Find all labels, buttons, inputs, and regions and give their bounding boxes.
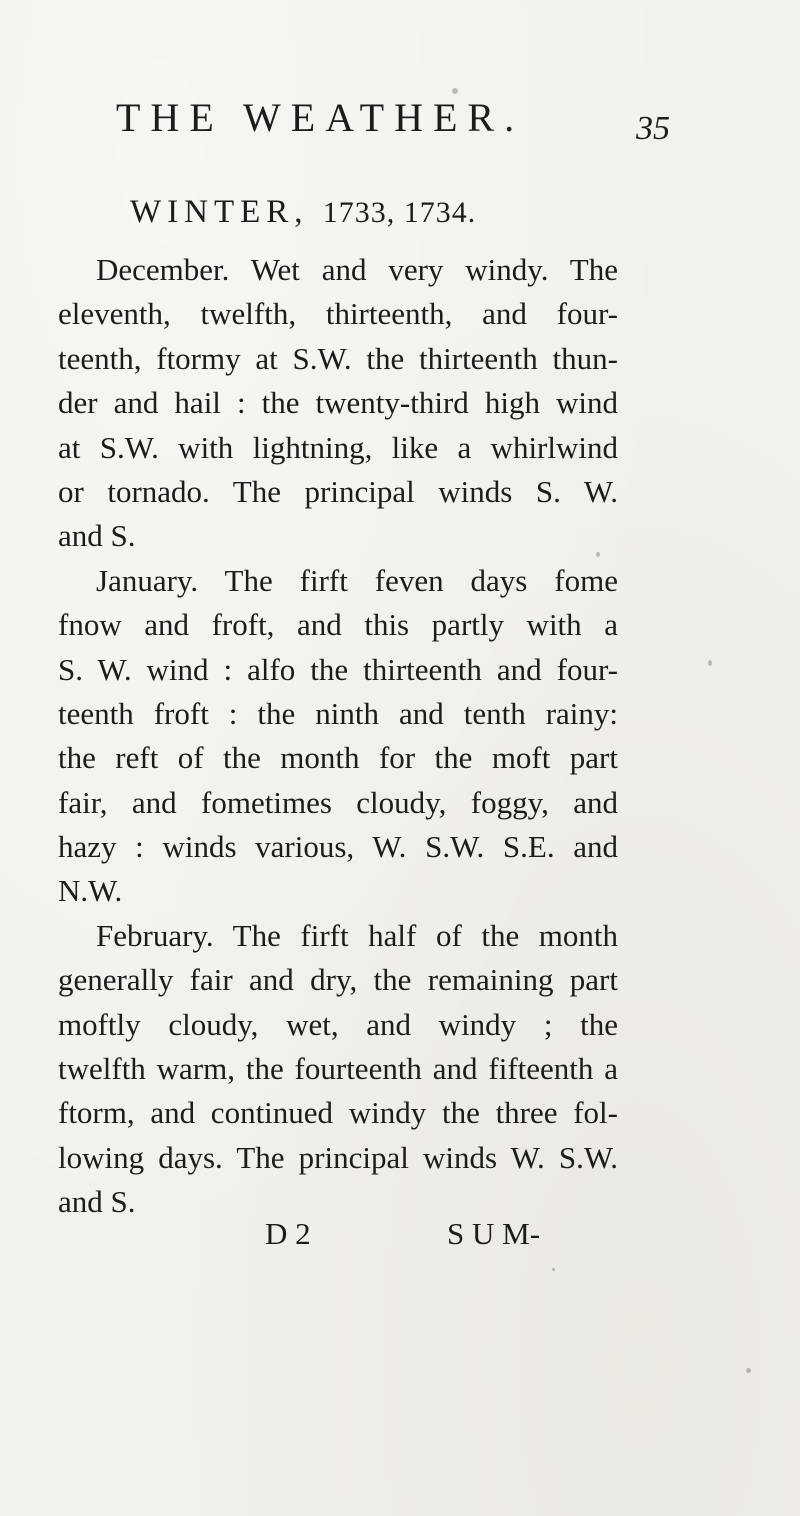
paper-speck — [452, 88, 458, 94]
section-title: WINTER, — [130, 194, 309, 230]
text-line: and S. — [58, 1184, 136, 1220]
text-line: at S.W. with lightning, like a whirlwind — [58, 429, 618, 465]
text-line: hazy : winds various, W. S.W. S.E. and — [58, 829, 618, 865]
body-text — [58, 248, 618, 1225]
text-line: N.W. — [58, 873, 123, 909]
running-head: THE WEATHER. — [116, 95, 525, 140]
signature-mark: D 2 — [265, 1216, 311, 1251]
paper-speck — [552, 1268, 555, 1271]
text-line: December. Wet and very windy. The — [96, 252, 618, 287]
text-line: eleventh, twelfth, thirteenth, and four- — [58, 296, 618, 332]
text-line: February. The firft half of the month — [96, 917, 618, 953]
text-line: fnow and froft, and this partly with a — [58, 607, 618, 643]
text-line: generally fair and dry, the remaining part — [58, 962, 618, 998]
text-line: lowing days. The principal winds W. S.W. — [58, 1139, 618, 1175]
text-line: moftly cloudy, wet, and windy ; the — [58, 1006, 618, 1042]
text-line: and S. — [58, 518, 136, 554]
text-line: the reft of the month for the moft part — [58, 740, 618, 776]
text-line: fair, and fometimes cloudy, foggy, and — [58, 784, 618, 820]
text-line: ftorm, and continued windy the three fol- — [58, 1095, 618, 1131]
text-line: or tornado. The principal winds S. W. — [58, 473, 618, 509]
text-line: der and hail : the twenty-third high wind — [58, 385, 618, 421]
page-number: 35 — [636, 110, 670, 147]
text-line: twelfth warm, the fourteenth and fifteenth a — [58, 1051, 618, 1087]
catchword: S U M- — [447, 1216, 541, 1251]
section-years: 1733, 1734. — [322, 196, 477, 229]
section-heading — [130, 196, 476, 229]
text-line: January. The firft feven days fome — [96, 562, 618, 598]
text-line: teenth, ftormy at S.W. the thirteenth thun- — [58, 340, 618, 376]
paper-speck — [746, 1368, 751, 1373]
text-line: teenth froft : the ninth and tenth rainy: — [58, 695, 618, 731]
paper-speck — [708, 660, 712, 666]
page-footer — [265, 1212, 615, 1256]
text-line: S. W. wind : alfo the thirteenth and four- — [58, 651, 618, 687]
paper-speck — [596, 552, 600, 557]
